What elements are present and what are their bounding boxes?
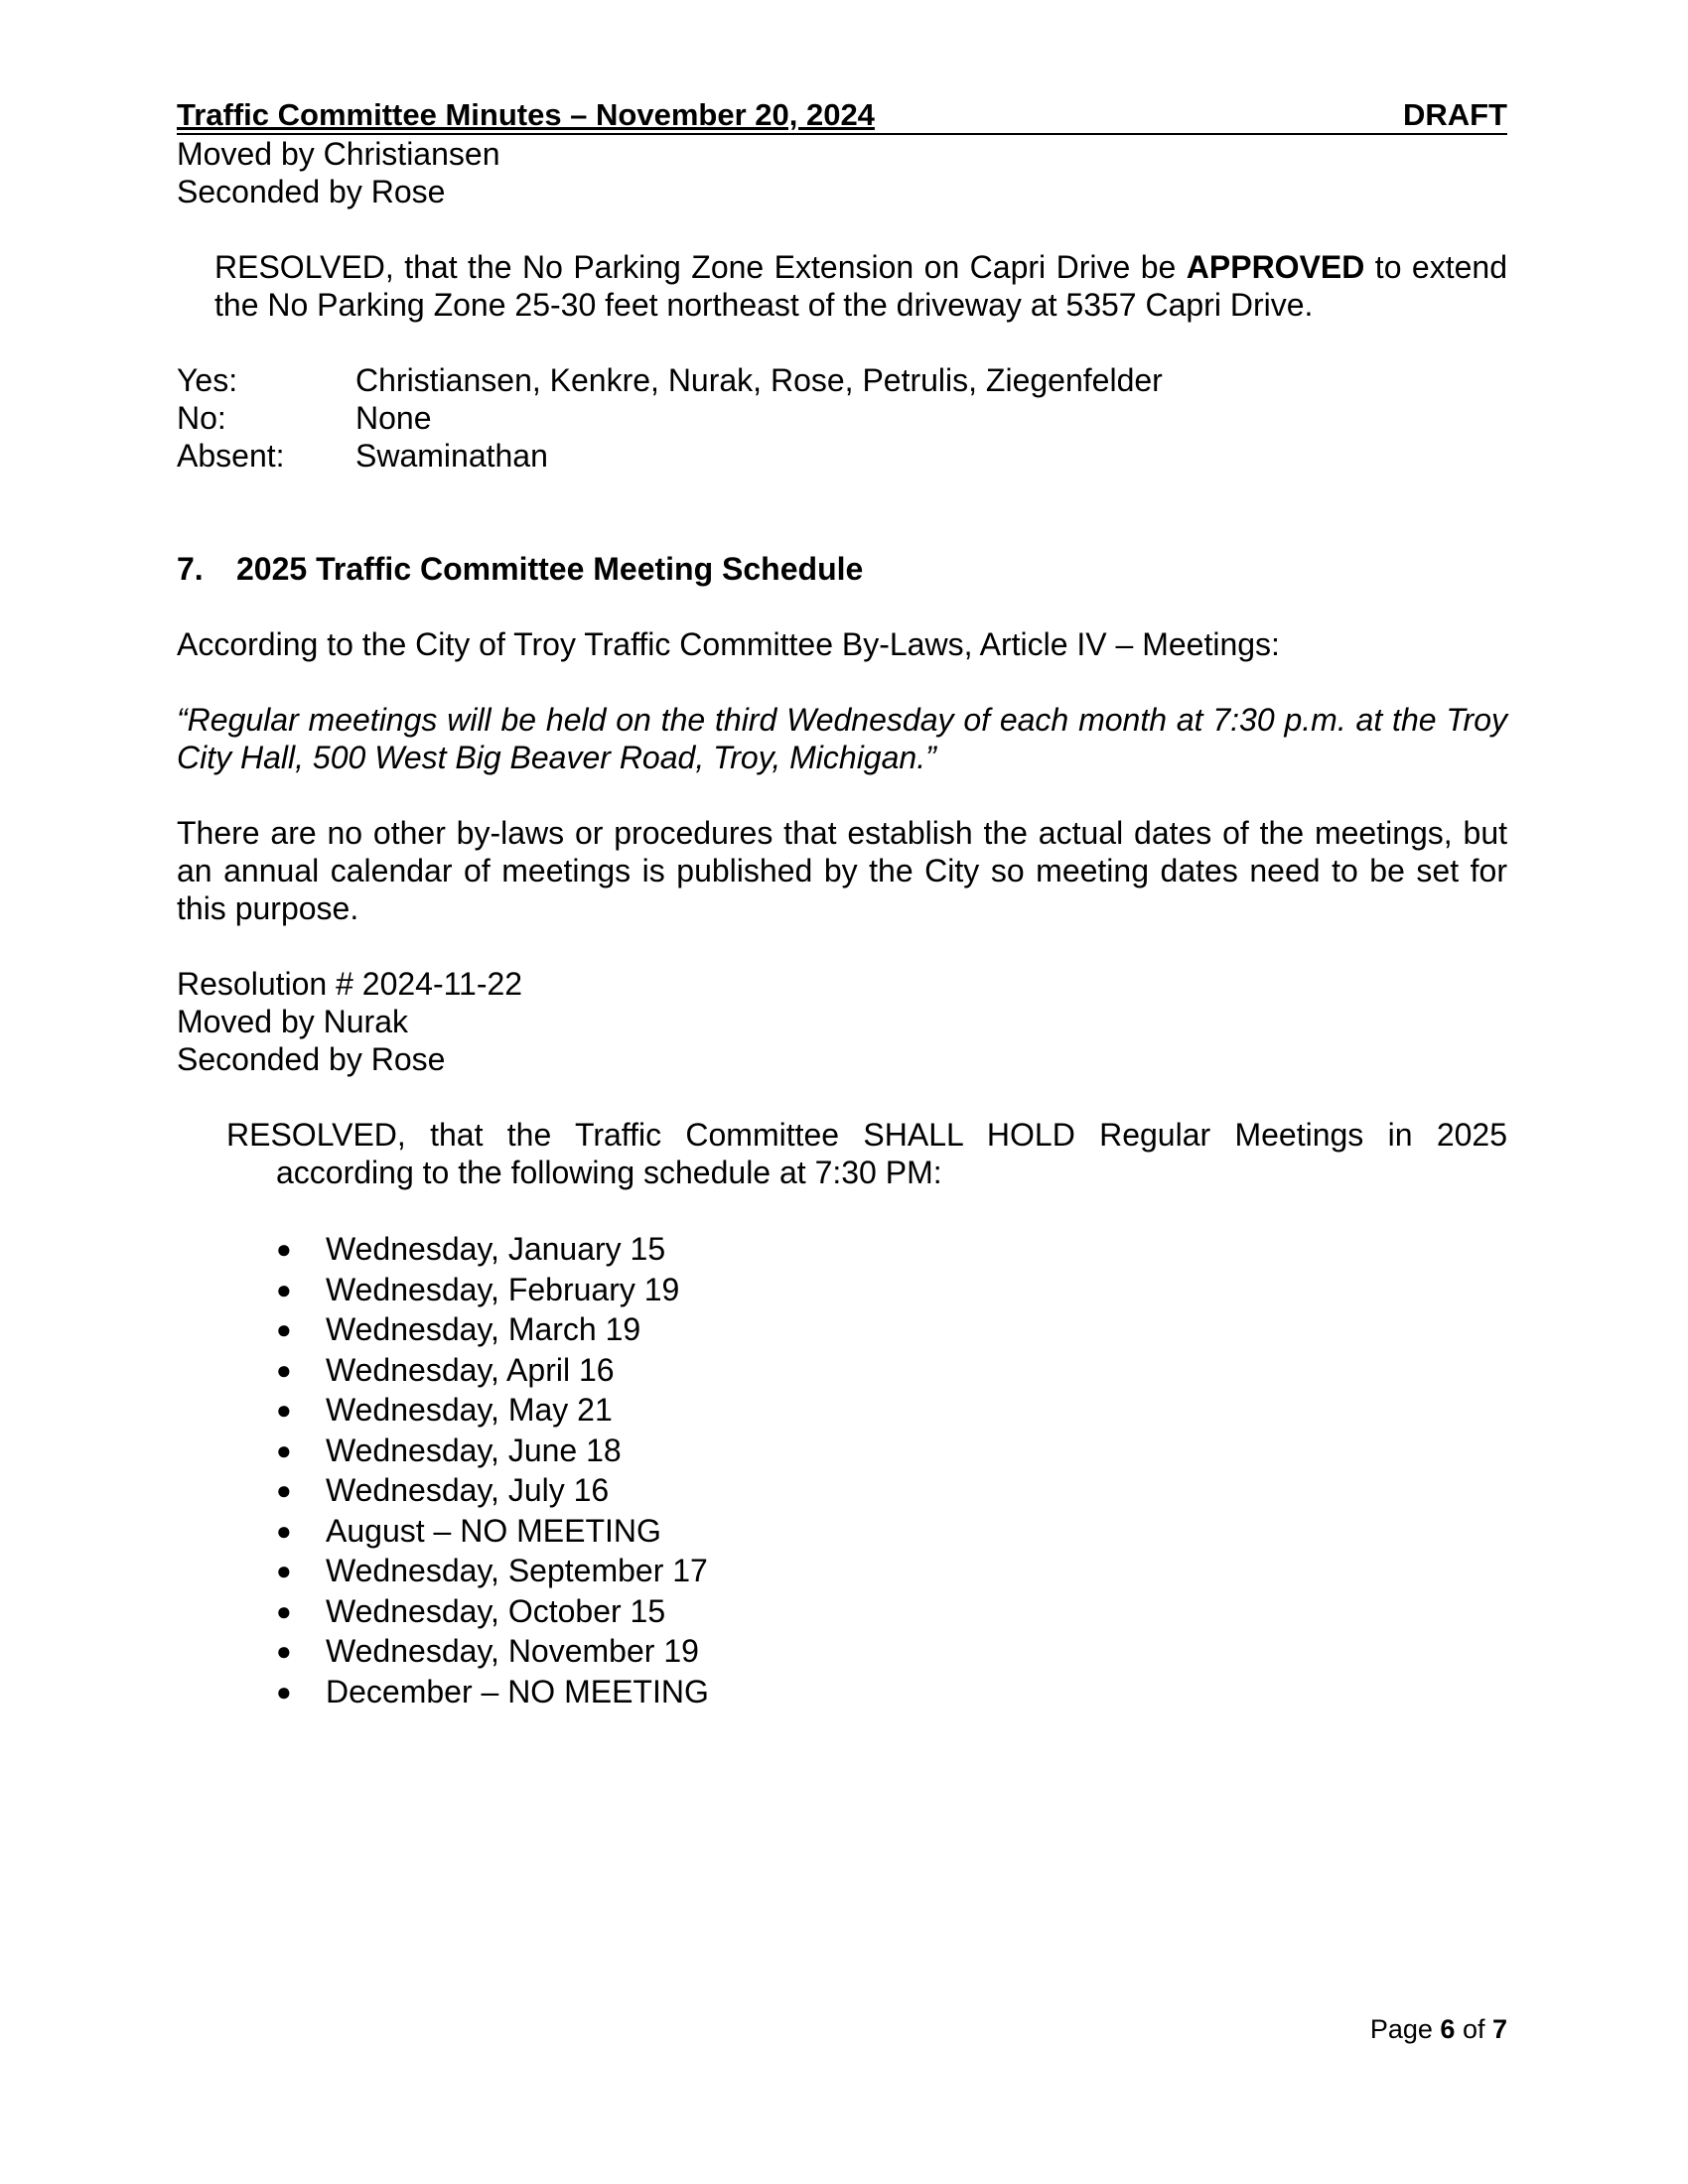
bullet-icon: ● <box>276 1475 292 1506</box>
page-current: 6 <box>1440 2014 1456 2044</box>
list-item <box>276 1631 1507 1672</box>
resolution-text-end: to extend the No Parking Zone 25-30 feet northeast of the driveway at 5357 Capri Drive. <box>214 249 1508 323</box>
vote-label: No: <box>177 400 226 436</box>
list-item <box>276 1229 1507 1270</box>
bullet-icon: ● <box>276 1434 292 1465</box>
section-title: 2025 Traffic Committee Meeting Schedule <box>236 551 864 587</box>
schedule-date: Wednesday, June 18 <box>326 1432 622 1468</box>
section-number: 7. <box>177 551 204 587</box>
vote-row-yes <box>177 361 1507 399</box>
page-footer <box>1370 2010 1507 2048</box>
meeting-schedule-list <box>276 1229 1507 1711</box>
section-7-explanation: There are no other by-laws or procedures that establish the actual dates of the meetings, but an annual calendar of meetings is published by the City so meeting dates need to be set for this purpose. <box>177 815 1507 926</box>
motion1-resolution <box>214 248 1507 324</box>
page-total: 7 <box>1491 2014 1507 2044</box>
schedule-date: Wednesday, November 19 <box>326 1633 699 1670</box>
bullet-icon: ● <box>276 1354 292 1385</box>
list-item <box>276 1470 1507 1511</box>
bullet-icon: ● <box>276 1314 292 1345</box>
schedule-date: Wednesday, February 19 <box>326 1271 680 1307</box>
bullet-icon: ● <box>276 1556 292 1586</box>
list-item <box>276 1270 1507 1310</box>
vote-label: Absent: <box>177 438 285 474</box>
schedule-date: Wednesday, May 21 <box>326 1392 613 1429</box>
draft-label: DRAFT <box>1402 97 1507 132</box>
vote-value: None <box>355 400 432 436</box>
vote-row-absent <box>177 437 1507 475</box>
schedule-date: Wednesday, October 15 <box>326 1592 666 1629</box>
schedule-date: August – NO MEETING <box>326 1512 661 1549</box>
page-of: of <box>1455 2014 1492 2044</box>
page-label: Page <box>1369 2014 1441 2044</box>
bullet-icon: ● <box>276 1395 292 1426</box>
bullet-icon: ● <box>276 1676 292 1706</box>
vote-value: Swaminathan <box>355 438 548 474</box>
schedule-date: Wednesday, January 15 <box>326 1231 666 1268</box>
list-item <box>276 1390 1507 1431</box>
schedule-resolution-line2: according to the following schedule at 7:30 PM: <box>276 1155 942 1190</box>
motion2-seconded: Seconded by Rose <box>177 1041 446 1077</box>
vote-row-no <box>177 399 1507 437</box>
bullet-icon: ● <box>276 1515 292 1546</box>
list-item <box>276 1591 1507 1632</box>
schedule-resolution-line1: RESOLVED, that the Traffic Committee SHALL HOLD Regular Meetings in 2025 <box>226 1117 1507 1153</box>
bullet-icon: ● <box>276 1274 292 1304</box>
list-item <box>276 1431 1507 1471</box>
bullet-icon: ● <box>276 1595 292 1626</box>
resolution-text-start: RESOLVED, that the No Parking Zone Extension on Capri Drive be <box>214 249 1187 285</box>
resolution-number: Resolution # 2024-11-22 <box>177 966 523 1002</box>
list-item <box>276 1672 1507 1712</box>
document-page <box>177 97 1507 1711</box>
vote-record <box>177 361 1507 475</box>
schedule-resolution <box>226 1116 1507 1191</box>
section-7-intro: According to the City of Troy Traffic Committee By-Laws, Article IV – Meetings: <box>177 626 1280 662</box>
schedule-date: December – NO MEETING <box>326 1673 709 1709</box>
bullet-icon: ● <box>276 1234 292 1265</box>
resolution-approved: APPROVED <box>1186 249 1365 285</box>
schedule-date: Wednesday, September 17 <box>326 1553 708 1589</box>
vote-label: Yes: <box>177 362 238 398</box>
list-item <box>276 1511 1507 1552</box>
motion1-seconded: Seconded by Rose <box>177 174 446 209</box>
motion1-moved: Moved by Christiansen <box>177 136 500 172</box>
list-item <box>276 1309 1507 1350</box>
schedule-date: Wednesday, April 16 <box>326 1351 615 1388</box>
bullet-icon: ● <box>276 1636 292 1667</box>
header-title: Traffic Committee Minutes – November 20, 2024 <box>177 97 875 132</box>
schedule-date: Wednesday, March 19 <box>326 1311 641 1348</box>
motion2-moved: Moved by Nurak <box>177 1004 408 1039</box>
bylaw-quote: “Regular meetings will be held on the third Wednesday of each month at 7:30 p.m. at the Troy City Hall, 500 West Big Beaver Road, Troy, Michigan.” <box>177 702 1507 775</box>
vote-value: Christiansen, Kenkre, Nurak, Rose, Petrulis, Ziegenfelder <box>355 362 1163 398</box>
list-item <box>276 1350 1507 1391</box>
page-header <box>177 97 1507 135</box>
section-7-heading <box>177 550 1507 588</box>
list-item <box>276 1551 1507 1591</box>
schedule-date: Wednesday, July 16 <box>326 1472 610 1509</box>
